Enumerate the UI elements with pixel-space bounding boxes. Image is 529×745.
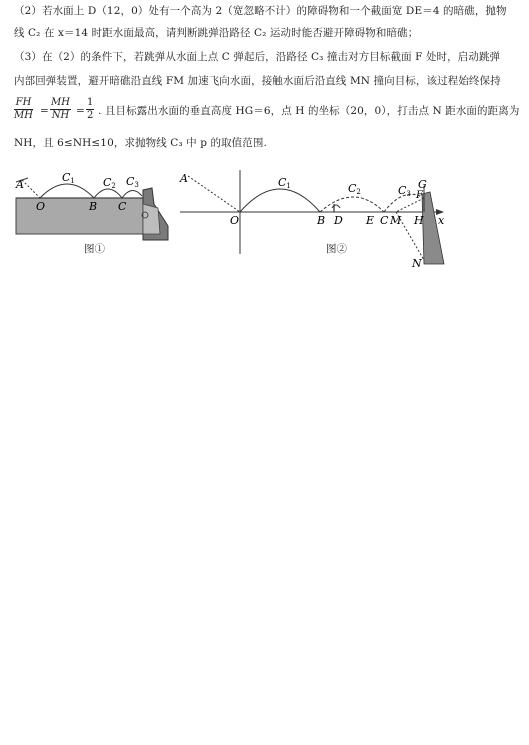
label-o: O (36, 200, 46, 213)
label-c2: C2 (348, 182, 361, 196)
label-b: B (317, 214, 326, 227)
launch-path (22, 180, 40, 198)
arc-c1 (40, 184, 94, 198)
target-hull (422, 192, 444, 264)
part3-text-line4: NH，且 6≤NH≤10，求抛物线 C₃ 中 p 的取值范围. (14, 137, 267, 149)
part2-text-line1: （2）若水面上 D（12，0）处有一个高为 2（宽忽略不计）的障碍物和一个截面宽 DE＝4 的暗礁，抛物 (14, 5, 507, 17)
label-d: D (334, 214, 343, 227)
arc-c2 (94, 189, 122, 198)
label-c1: C1 (62, 171, 75, 185)
ship-hull-section (143, 204, 160, 234)
label-a: A (16, 178, 24, 191)
part2-text-line2: 线 C₂ 在 x＝14 时距水面最高，请判断跳弹沿路径 C₂ 运动时能否避开障碍物和暗礁； (14, 27, 419, 39)
label-c1: C1 (278, 176, 291, 190)
arc-c3 (122, 190, 142, 198)
label-c3: C3 (398, 184, 411, 198)
launch-path (188, 176, 240, 212)
part3-text-line3: . 且目标露出水面的垂直高度 HG＝6，点 H 的坐标（20，0），打击点 N 距水面的距离为 (98, 105, 520, 117)
reef (332, 205, 340, 208)
part3-text-line1: （3）在（2）的条件下，若跳弹从水面上点 C 弹起后，沿路径 C₃ 撞击对方目标截面 F 处时，启动跳弹 (14, 51, 501, 63)
label-e: E (366, 214, 375, 227)
equals-sign: = (40, 105, 49, 117)
figure-2-diagram (176, 168, 454, 268)
label-c2: C2 (103, 176, 116, 190)
fraction-denominator: NH (51, 110, 70, 121)
label-c3: C3 (126, 175, 139, 189)
arc-c2 (320, 197, 384, 212)
label-c: C (380, 214, 389, 227)
part3-text-line2: 内部回弹装置，避开暗礁沿直线 FM 加速飞向水面，接触水面后沿直线 MN 撞向目标，该过程始终保持 (14, 75, 501, 87)
label-h: H (414, 214, 424, 227)
label-c: C (118, 200, 127, 213)
fraction-numerator: MH (51, 97, 70, 108)
label-a: A (180, 172, 188, 185)
arc-c1 (240, 189, 320, 212)
label-f: F (416, 190, 423, 201)
fraction-fh-mh (14, 97, 33, 122)
figure-2-caption: 图② (326, 243, 347, 255)
fraction-denominator: 2 (87, 110, 94, 121)
fraction-numerator: FH (15, 97, 32, 108)
figure-1-caption: 图① (84, 243, 105, 255)
label-m: M (390, 214, 402, 227)
label-n: N (412, 257, 422, 268)
fraction-denominator: MH (14, 110, 33, 121)
label-o: O (230, 214, 240, 227)
equals-sign: = (76, 105, 85, 117)
label-g: G (418, 178, 427, 191)
fraction-mh-nh (50, 97, 71, 122)
fraction-one-half (86, 97, 94, 122)
label-x: x (438, 214, 445, 227)
fraction-numerator: 1 (87, 97, 94, 108)
label-b: B (89, 200, 98, 213)
